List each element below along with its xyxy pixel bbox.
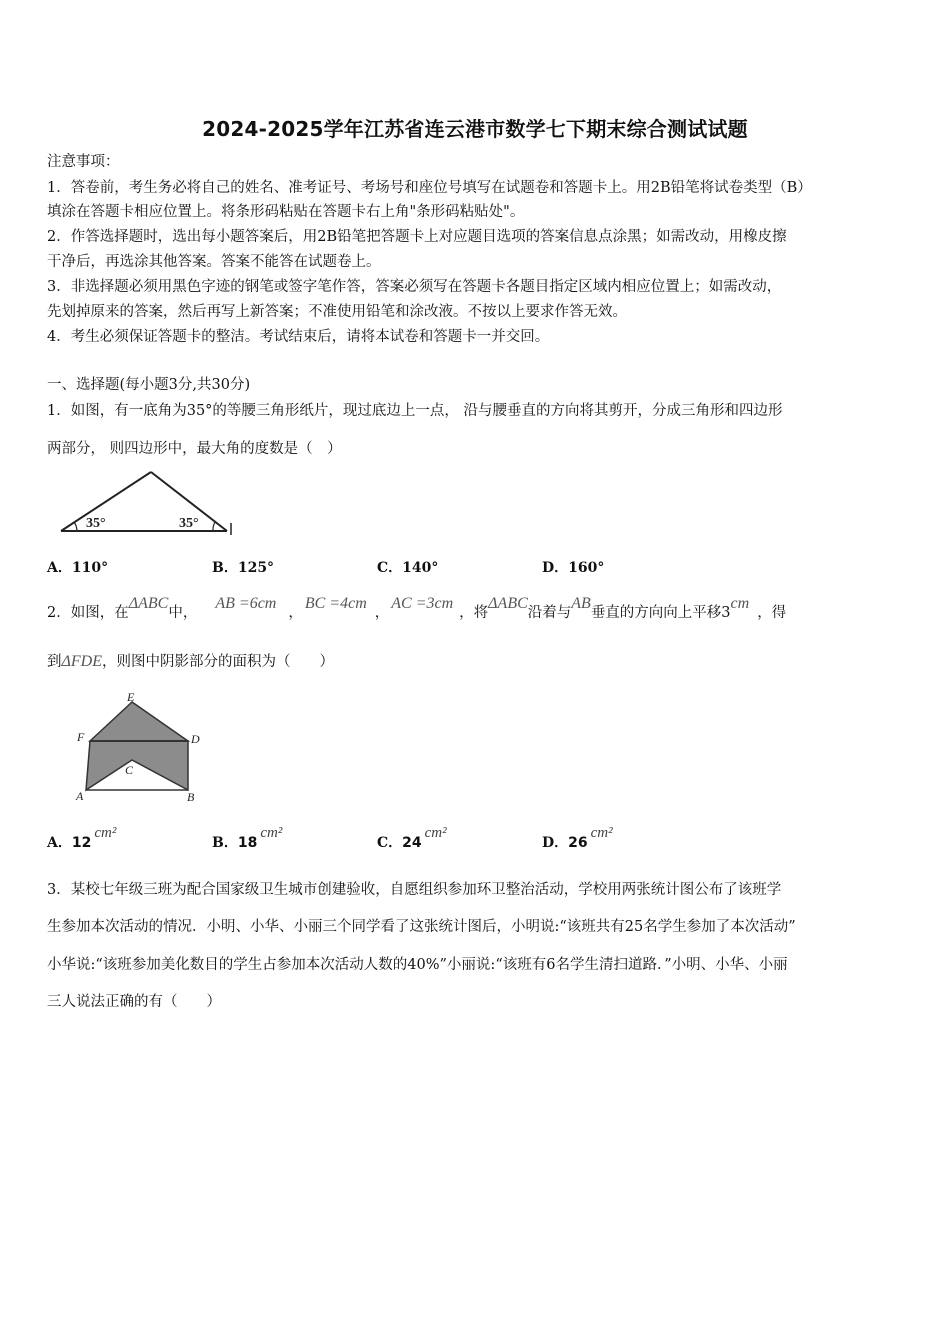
- q1-option-d[interactable]: D．160°: [542, 560, 605, 576]
- q1-option-c[interactable]: C．140°: [377, 560, 439, 576]
- q2-ac: AC =3cm: [391, 595, 454, 612]
- q2-ab: AB =6cm: [215, 595, 277, 612]
- q2-de: ，得: [757, 605, 787, 621]
- q2-triangle-abc: ΔABC: [128, 595, 169, 612]
- notice-line: 4．考生必须保证答题卡的整洁。考试结束后，请将本试卷和答题卡一并交回。: [47, 329, 550, 345]
- q1-angle-arc-right: [213, 522, 215, 531]
- q2-option-d-letter: D．: [542, 835, 569, 851]
- q1-option-a[interactable]: A．110°: [47, 560, 109, 576]
- q2-line2-suffix: ，则图中阴影部分的面积为（ ）: [102, 654, 334, 670]
- q2-text-line1: [47, 595, 787, 623]
- notice-line: 先划掉原来的答案，然后再写上新答案；不准使用铅笔和涂改液。不按以上要求作答无效。: [47, 304, 627, 320]
- q2-label-f: F: [77, 730, 85, 744]
- q3-text-line: 生参加本次活动的情况．小明、小华、小丽三个同学看了这张统计图后，小明说:“该班共有25名学生参加了本次活动”: [47, 919, 796, 935]
- q2-zhong: 中，: [168, 605, 198, 621]
- q2-ab-2: AB: [571, 595, 591, 612]
- q2-label-b: B: [187, 790, 195, 804]
- q2-option-a-unit: cm²: [94, 825, 117, 841]
- q2-shaded-quadrilateral: [86, 741, 188, 790]
- q2-option-d-value: 26: [568, 835, 588, 851]
- q1-text-line2: 两部分， 则四边形中，最大角的度数是（ ）: [47, 441, 342, 457]
- page-title: 2024-2025学年江苏省连云港市数学七下期末综合测试试题: [202, 117, 748, 141]
- q3-text-line: 小华说:“该班参加美化数目的学生占参加本次活动人数的40%”小丽说:“该班有6名学生清扫道路．”小明、小华、小丽: [47, 957, 788, 973]
- q2-option-d[interactable]: [542, 825, 613, 852]
- q2-bc: BC =4cm: [304, 595, 367, 612]
- notice-line: 3．非选择题必须用黑色字迹的钢笔或签字笔作答，答案必须写在答题卡各题目指定区域内相应位置上；如需改动，: [47, 279, 782, 295]
- q2-option-b-value: 18: [237, 835, 258, 851]
- q2-triangle-fde: ΔFDE: [61, 653, 102, 670]
- q2-along: 沿着与: [527, 605, 572, 621]
- q2-triangle-abc-2: ΔABC: [488, 595, 528, 612]
- q2-sep2: ，: [374, 605, 390, 621]
- notice-line: 1．答卷前，考生务必将自己的姓名、准考证号、考场号和座位号填写在试题卷和答题卡上。用2B铅笔将试卷类型（B）: [47, 180, 812, 196]
- q2-option-c[interactable]: [377, 825, 447, 852]
- q2-label-e: E: [127, 690, 135, 704]
- q2-option-c-letter: C．: [377, 835, 403, 851]
- q3-text-line: 三人说法正确的有（ ）: [47, 994, 221, 1010]
- q2-option-b[interactable]: [212, 825, 283, 852]
- q2-jiang: ，将: [459, 605, 489, 621]
- q1-text-line1: 1．如图，有一底角为35°的等腰三角形纸片，现过底边上一点， 沿与腰垂直的方向将其剪开，分成三角形和四边形: [47, 403, 783, 419]
- q3-text-line: 3．某校七年级三班为配合国家级卫生城市创建验收，自愿组织参加环卫整治活动，学校用两张统计图公布了该班学: [47, 882, 782, 898]
- q2-prefix: 2．如图，在: [47, 605, 129, 621]
- q2-option-c-unit: cm²: [424, 825, 447, 841]
- q1-option-b[interactable]: B．125°: [212, 560, 275, 576]
- notice-line: 填涂在答题卡相应位置上。将条形码粘贴在答题卡右上角"条形码粘贴处"。: [47, 204, 525, 220]
- q1-angle-arc-left: [74, 522, 77, 531]
- q1-triangle-figure: [55, 465, 245, 540]
- section-heading: 一、选择题(每小题3分,共30分): [47, 377, 251, 393]
- q1-angle-label-right: 35°: [179, 516, 199, 531]
- q2-label-a: A: [76, 789, 84, 803]
- q2-option-b-letter: B．: [212, 835, 238, 851]
- q2-option-d-unit: cm²: [590, 825, 613, 841]
- q2-cm: cm: [730, 595, 750, 612]
- q2-line2-prefix: 到: [47, 654, 62, 670]
- q1-angle-label-left: 35°: [86, 516, 106, 531]
- q2-option-c-value: 24: [402, 835, 422, 851]
- q2-perp: 垂直的方向向上平移3: [590, 605, 731, 621]
- q2-option-a-value: 12: [71, 835, 92, 851]
- q2-option-a-letter: A．: [47, 835, 72, 851]
- q2-label-c: C: [125, 763, 134, 777]
- notice-line: 干净后，再选涂其他答案。答案不能答在试题卷上。: [47, 254, 381, 270]
- notice-line: 2．作答选择题时，选出每小题答案后，用2B铅笔把答题卡上对应题目选项的答案信息点涂黑；如需改动，用橡皮擦: [47, 229, 787, 245]
- q2-shaded-top-triangle: [90, 702, 188, 741]
- q2-option-b-unit: cm²: [260, 825, 283, 841]
- q2-translation-figure: [70, 690, 210, 810]
- q2-sep1: ，: [288, 605, 303, 621]
- q2-option-a[interactable]: [47, 825, 117, 852]
- notice-heading: 注意事项：: [47, 154, 120, 170]
- q2-label-d: D: [191, 732, 200, 746]
- q2-text-line2: [47, 652, 334, 672]
